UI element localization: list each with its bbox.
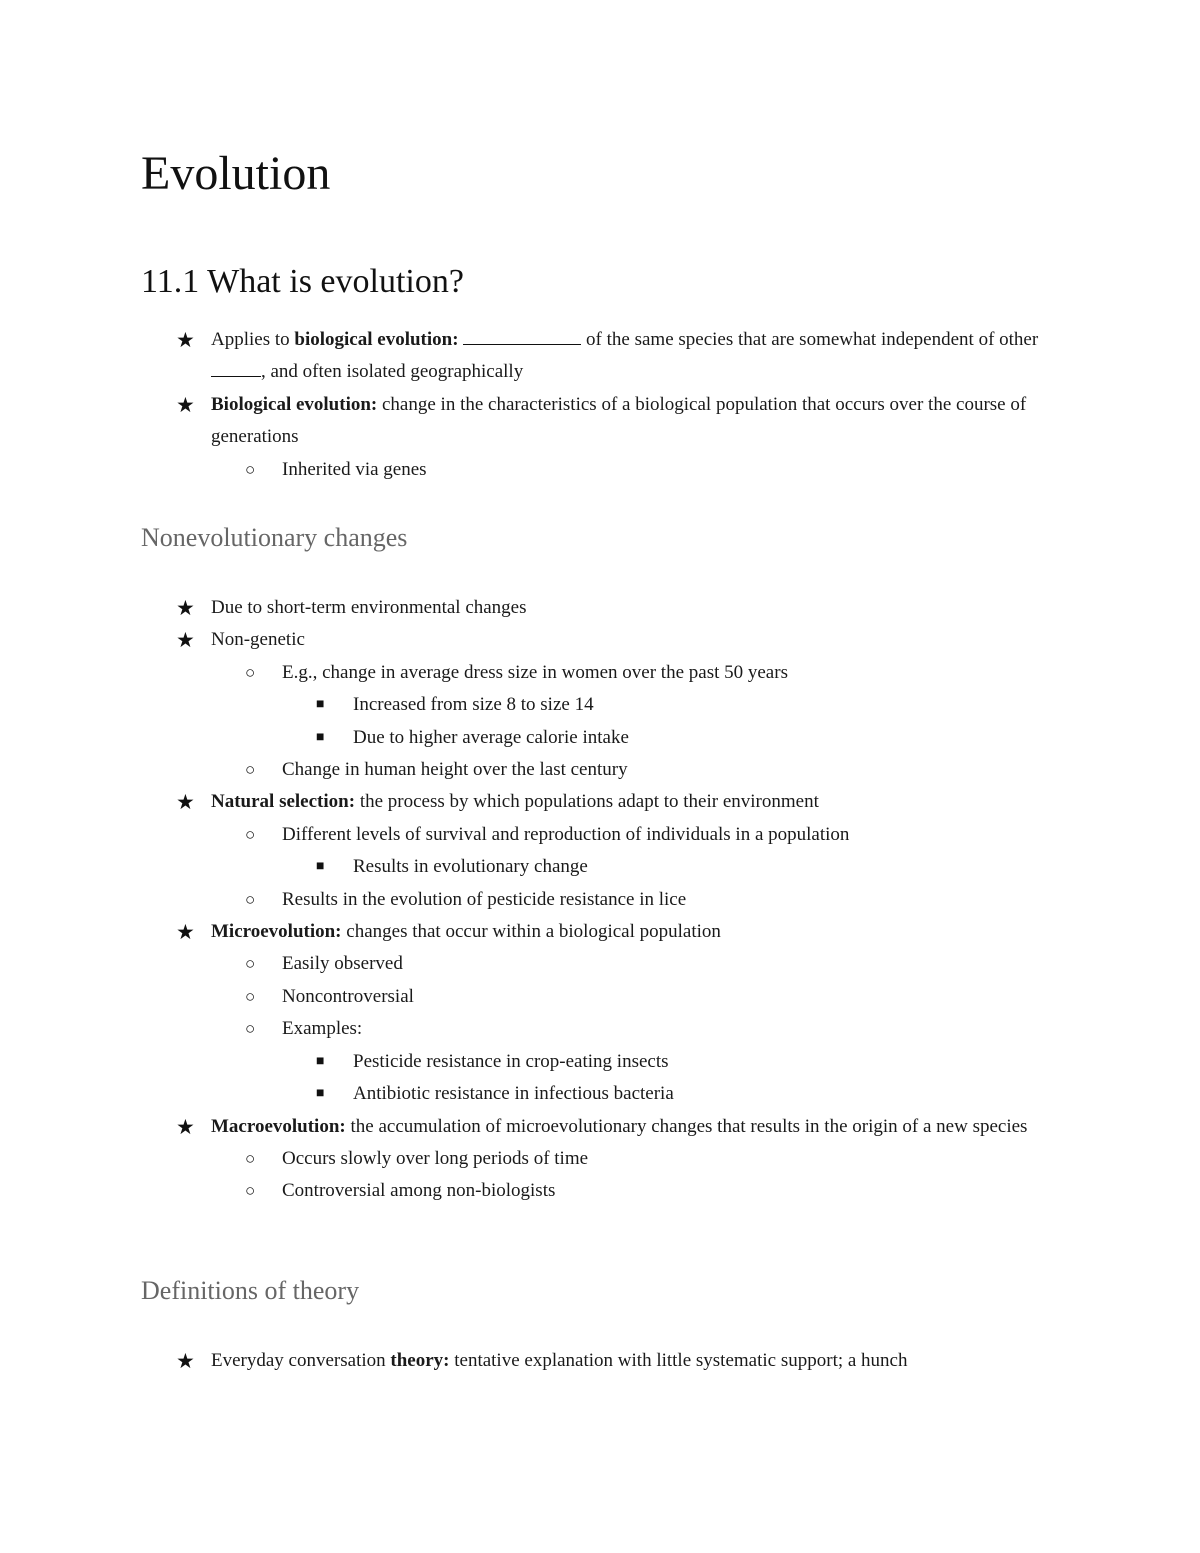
bullet-text: Noncontroversial bbox=[282, 985, 414, 1007]
list-item bbox=[0, 916, 1200, 948]
circle-bullet-icon: ○ bbox=[245, 459, 256, 479]
list-item bbox=[0, 454, 1200, 486]
list-item bbox=[0, 786, 1200, 818]
bullet-text: Increased from size 8 to size 14 bbox=[353, 694, 594, 716]
circle-bullet-icon: ○ bbox=[245, 1019, 256, 1039]
bullet-text: the accumulation of microevolutionary changes that results in the origin of a new species bbox=[345, 1115, 1028, 1137]
square-bullet-icon: ■ bbox=[316, 859, 325, 875]
bullet-text: Due to higher average calorie intake bbox=[353, 726, 629, 748]
bullet-text: the process by which populations adapt to their environment bbox=[355, 791, 819, 813]
circle-bullet-icon: ○ bbox=[245, 889, 256, 909]
bullet-text-suffix: , and often isolated geographically bbox=[261, 361, 524, 383]
section-list bbox=[0, 324, 1200, 486]
bullet-text: Pesticide resistance in crop-eating insects bbox=[353, 1050, 669, 1072]
bold-term: Macroevolution: bbox=[211, 1115, 346, 1137]
circle-bullet-icon: ○ bbox=[245, 662, 256, 682]
bullet-text: E.g., change in average dress size in women over the past 50 years bbox=[282, 661, 788, 683]
bullet-text-prefix: Everyday conversation bbox=[211, 1350, 391, 1371]
theory-list bbox=[0, 1345, 1200, 1377]
list-item bbox=[0, 1111, 1200, 1143]
bullet-text: Results in evolutionary change bbox=[353, 856, 588, 878]
bullet-text: Non-genetic bbox=[211, 629, 305, 651]
list-item bbox=[0, 389, 1200, 454]
square-bullet-icon: ■ bbox=[316, 697, 325, 713]
list-item bbox=[0, 1143, 1200, 1175]
square-bullet-icon: ■ bbox=[316, 1053, 325, 1069]
circle-bullet-icon: ○ bbox=[245, 986, 256, 1006]
list-item bbox=[0, 754, 1200, 786]
bullet-text-prefix: Applies to bbox=[211, 329, 295, 350]
bullet-text: Controversial among non-biologists bbox=[282, 1180, 556, 1202]
bullet-text: Easily observed bbox=[282, 953, 403, 975]
list-item bbox=[0, 689, 1200, 721]
list-item bbox=[0, 1046, 1200, 1078]
list-item bbox=[0, 624, 1200, 656]
circle-bullet-icon: ○ bbox=[245, 1181, 256, 1201]
bold-term: Microevolution: bbox=[211, 921, 342, 943]
circle-bullet-icon: ○ bbox=[245, 760, 256, 780]
nonevolutionary-list bbox=[0, 592, 1200, 1208]
list-item bbox=[0, 1345, 1200, 1377]
bullet-text: tentative explanation with little systematic support; a hunch bbox=[449, 1350, 908, 1371]
bullet-text: of the same species that are somewhat independent of other bbox=[581, 329, 1039, 350]
star-bullet-icon: ★ bbox=[176, 1349, 195, 1373]
bullet-text: change in the characteristics of a biological population that occurs over the course of generations bbox=[211, 393, 1027, 448]
circle-bullet-icon: ○ bbox=[245, 954, 256, 974]
list-item bbox=[0, 1013, 1200, 1045]
list-item bbox=[0, 592, 1200, 624]
list-item bbox=[0, 819, 1200, 851]
bullet-text: Antibiotic resistance in infectious bacteria bbox=[353, 1083, 674, 1105]
bullet-text: changes that occur within a biological population bbox=[341, 921, 721, 943]
bullet-text: Examples: bbox=[282, 1018, 363, 1040]
bullet-text: Change in human height over the last century bbox=[282, 759, 628, 781]
star-bullet-icon: ★ bbox=[176, 790, 195, 815]
bold-term: Natural selection: bbox=[211, 791, 356, 813]
square-bullet-icon: ■ bbox=[316, 1086, 325, 1102]
star-bullet-icon: ★ bbox=[176, 596, 195, 620]
list-item bbox=[0, 324, 1200, 389]
star-bullet-icon: ★ bbox=[176, 392, 195, 417]
star-bullet-icon: ★ bbox=[176, 1114, 195, 1139]
page-title: Evolution bbox=[141, 147, 331, 200]
subsection-heading: Definitions of theory bbox=[141, 1276, 360, 1305]
square-bullet-icon: ■ bbox=[316, 729, 325, 745]
circle-bullet-icon: ○ bbox=[245, 824, 256, 844]
list-item bbox=[0, 851, 1200, 883]
list-item bbox=[0, 948, 1200, 980]
star-bullet-icon: ★ bbox=[176, 920, 195, 945]
circle-bullet-icon: ○ bbox=[245, 1148, 256, 1168]
bullet-text: Results in the evolution of pesticide resistance in lice bbox=[282, 888, 687, 910]
list-item bbox=[0, 1175, 1200, 1207]
bold-term: Biological evolution: bbox=[211, 393, 378, 415]
list-item bbox=[0, 981, 1200, 1013]
star-bullet-icon: ★ bbox=[176, 628, 195, 653]
list-item bbox=[0, 1078, 1200, 1110]
bold-term: theory: bbox=[390, 1350, 450, 1371]
list-item bbox=[0, 884, 1200, 916]
section-heading: 11.1 What is evolution? bbox=[141, 263, 464, 300]
bullet-text: Due to short-term environmental changes bbox=[211, 597, 527, 618]
list-item bbox=[0, 722, 1200, 754]
bullet-text: Inherited via genes bbox=[282, 458, 427, 480]
bold-term: biological evolution: bbox=[294, 329, 459, 350]
list-item bbox=[0, 657, 1200, 689]
bullet-text: Different levels of survival and reproduction of individuals in a population bbox=[282, 823, 850, 845]
fill-in-blank bbox=[463, 326, 581, 345]
subsection-heading: Nonevolutionary changes bbox=[141, 523, 408, 552]
fill-in-blank bbox=[211, 358, 261, 377]
bullet-text: Occurs slowly over long periods of time bbox=[282, 1147, 589, 1169]
star-bullet-icon: ★ bbox=[176, 328, 195, 352]
